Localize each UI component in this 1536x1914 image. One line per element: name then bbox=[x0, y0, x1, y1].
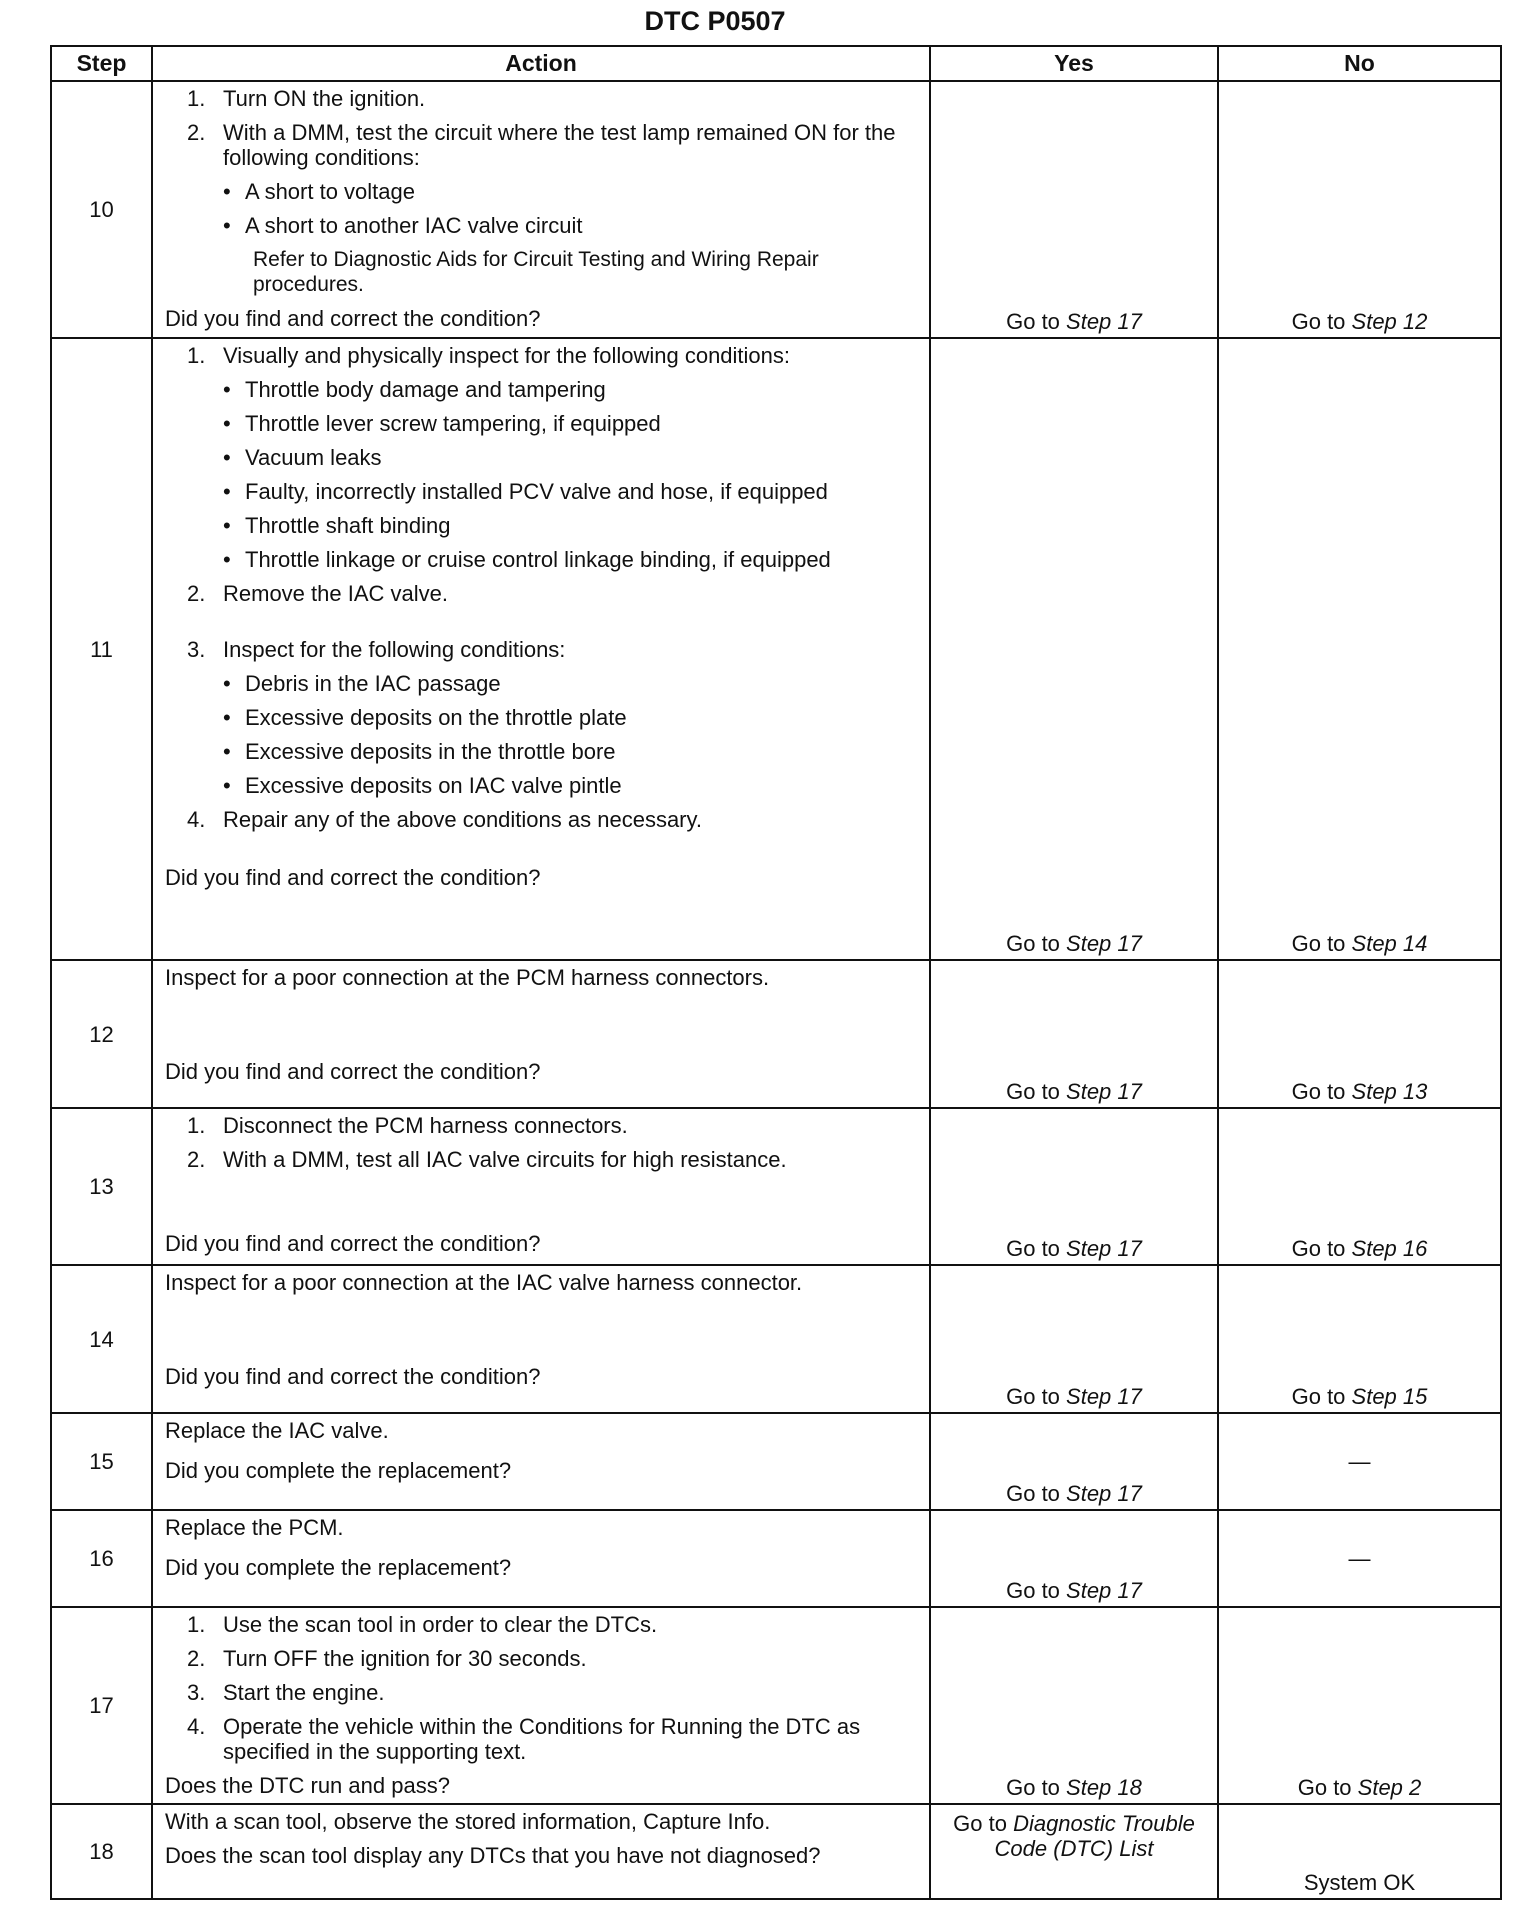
item-number: 2. bbox=[187, 1147, 206, 1172]
yes-result bbox=[930, 1510, 1218, 1607]
table-row bbox=[51, 81, 1501, 338]
item-number: 2. bbox=[187, 120, 206, 145]
no-step-link[interactable]: Step 13 bbox=[1351, 1079, 1428, 1104]
action-cell bbox=[152, 1413, 930, 1510]
question-text: Does the DTC run and pass? bbox=[165, 1773, 450, 1798]
numbered-item bbox=[187, 1714, 921, 1764]
yes-result bbox=[930, 1413, 1218, 1510]
bullet-item bbox=[223, 705, 921, 730]
table-row bbox=[51, 1108, 1501, 1265]
no-result: System OK bbox=[1218, 1804, 1501, 1899]
action-text: With a scan tool, observe the stored information, Capture Info. bbox=[165, 1809, 771, 1834]
step-number: 13 bbox=[51, 1108, 152, 1265]
item-text: Throttle shaft binding bbox=[245, 513, 451, 538]
step-number: 15 bbox=[51, 1413, 152, 1510]
item-text: Throttle body damage and tampering bbox=[245, 377, 606, 402]
yes-result bbox=[930, 1607, 1218, 1804]
step-number: 10 bbox=[51, 81, 152, 338]
question-text: Does the scan tool display any DTCs that you have not diagnosed? bbox=[165, 1843, 821, 1868]
question-text: Did you find and correct the condition? bbox=[165, 865, 541, 890]
yes-goto: Go to Step 17 bbox=[1006, 1079, 1142, 1104]
question-text: Did you complete the replacement? bbox=[165, 1458, 512, 1483]
item-text: With a DMM, test all IAC valve circuits for high resistance. bbox=[223, 1147, 787, 1172]
step-number: 12 bbox=[51, 960, 152, 1108]
bullet-dot: • bbox=[223, 705, 231, 730]
item-text: Operate the vehicle within the Conditions for Running the DTC as specified in the supporting text. bbox=[223, 1714, 861, 1764]
question-text: Did you complete the replacement? bbox=[165, 1555, 512, 1580]
diagnostic-table bbox=[50, 45, 1502, 1900]
bullet-item bbox=[223, 739, 921, 764]
item-text: Start the engine. bbox=[223, 1680, 385, 1705]
no-goto: Go to Step 13 bbox=[1291, 1079, 1428, 1104]
numbered-item bbox=[187, 637, 921, 662]
item-text: Throttle lever screw tampering, if equipped bbox=[245, 411, 661, 436]
bullet-dot: • bbox=[223, 513, 231, 538]
yes-result bbox=[930, 1804, 1218, 1899]
question-text: Did you find and correct the condition? bbox=[165, 1059, 541, 1084]
item-text: A short to another IAC valve circuit bbox=[245, 213, 583, 238]
bullet-item bbox=[223, 671, 921, 696]
table-row bbox=[51, 960, 1501, 1108]
question-text: Did you find and correct the condition? bbox=[165, 306, 541, 331]
action-cell bbox=[152, 1108, 930, 1265]
bullet-dot: • bbox=[223, 773, 231, 798]
bullet-dot: • bbox=[223, 547, 231, 572]
table-row bbox=[51, 1265, 1501, 1413]
bullet-dot: • bbox=[223, 377, 231, 402]
header-action: Action bbox=[152, 46, 930, 81]
yes-goto: Go to Diagnostic Trouble Code (DTC) List bbox=[953, 1811, 1195, 1861]
no-step-link[interactable]: Step 15 bbox=[1351, 1384, 1428, 1409]
numbered-item bbox=[187, 86, 921, 111]
numbered-item bbox=[187, 1612, 921, 1637]
header-step: Step bbox=[51, 46, 152, 81]
yes-step-link[interactable]: Step 17 bbox=[1066, 1079, 1142, 1104]
bullet-item bbox=[223, 479, 921, 504]
spacer bbox=[165, 1181, 921, 1231]
yes-step-link[interactable]: Step 17 bbox=[1066, 1384, 1142, 1409]
bullet-item bbox=[223, 411, 921, 436]
bullet-item bbox=[223, 445, 921, 470]
action-cell bbox=[152, 960, 930, 1108]
item-text: Faulty, incorrectly installed PCV valve and hose, if equipped bbox=[245, 479, 828, 504]
bullet-dot: • bbox=[223, 739, 231, 764]
no-goto: Go to Step 2 bbox=[1297, 1775, 1422, 1800]
header-yes: Yes bbox=[930, 46, 1218, 81]
yes-step-link[interactable]: Step 17 bbox=[1066, 931, 1142, 956]
bullet-dot: • bbox=[223, 479, 231, 504]
action-cell bbox=[152, 1265, 930, 1413]
yes-step-link[interactable]: Step 17 bbox=[1066, 309, 1142, 334]
action-text: Replace the IAC valve. bbox=[165, 1418, 389, 1443]
item-text: Debris in the IAC passage bbox=[245, 671, 501, 696]
yes-goto: Go to Step 17 bbox=[1006, 1481, 1142, 1506]
table-row bbox=[51, 1413, 1501, 1510]
bullet-item bbox=[223, 513, 921, 538]
action-text: Replace the PCM. bbox=[165, 1515, 344, 1540]
yes-result bbox=[930, 1265, 1218, 1413]
yes-goto: Go to Step 18 bbox=[1006, 1775, 1142, 1800]
bullet-item bbox=[223, 773, 921, 798]
yes-goto: Go to Step 17 bbox=[1006, 931, 1142, 956]
no-goto: Go to Step 15 bbox=[1291, 1384, 1428, 1409]
header-no: No bbox=[1218, 46, 1501, 81]
item-text: Use the scan tool in order to clear the DTCs. bbox=[223, 1612, 658, 1637]
yes-result bbox=[930, 81, 1218, 338]
no-step-link[interactable]: Step 14 bbox=[1351, 931, 1428, 956]
item-text: Inspect for the following conditions: bbox=[223, 637, 566, 662]
item-number: 2. bbox=[187, 1646, 206, 1671]
numbered-item bbox=[187, 343, 921, 368]
step-number: 16 bbox=[51, 1510, 152, 1607]
yes-result bbox=[930, 960, 1218, 1108]
item-number: 3. bbox=[187, 637, 206, 662]
table-body bbox=[51, 81, 1501, 1899]
no-result bbox=[1218, 81, 1501, 338]
yes-goto: Go to Step 17 bbox=[1006, 1578, 1142, 1603]
table-row bbox=[51, 1804, 1501, 1899]
item-text: Excessive deposits on IAC valve pintle bbox=[245, 773, 622, 798]
yes-step-link[interactable]: Step 17 bbox=[1066, 1481, 1142, 1506]
bullet-item bbox=[223, 213, 921, 238]
item-text: Disconnect the PCM harness connectors. bbox=[223, 1113, 628, 1138]
item-text: Turn OFF the ignition for 30 seconds. bbox=[223, 1646, 587, 1671]
item-number: 1. bbox=[187, 86, 206, 111]
action-cell bbox=[152, 338, 930, 960]
item-text: Vacuum leaks bbox=[245, 445, 382, 470]
bullet-item bbox=[223, 377, 921, 402]
item-number: 2. bbox=[187, 581, 206, 606]
yes-goto: Go to Step 17 bbox=[1006, 1236, 1142, 1261]
step-number: 18 bbox=[51, 1804, 152, 1899]
numbered-item bbox=[187, 807, 921, 832]
step-number: 17 bbox=[51, 1607, 152, 1804]
numbered-item bbox=[187, 1147, 921, 1172]
item-text: Excessive deposits on the throttle plate bbox=[245, 705, 627, 730]
yes-result bbox=[930, 338, 1218, 960]
numbered-item bbox=[187, 120, 921, 170]
bullet-item bbox=[223, 179, 921, 204]
question-text: Did you find and correct the condition? bbox=[165, 1364, 541, 1389]
no-step-link[interactable]: Step 12 bbox=[1351, 309, 1428, 334]
spacer bbox=[165, 615, 921, 637]
table-header-row bbox=[51, 46, 1501, 81]
item-number: 3. bbox=[187, 1680, 206, 1705]
item-text: Remove the IAC valve. bbox=[223, 581, 448, 606]
step-number: 11 bbox=[51, 338, 152, 960]
no-result bbox=[1218, 338, 1501, 960]
bullet-dot: • bbox=[223, 213, 231, 238]
yes-result bbox=[930, 1108, 1218, 1265]
item-text: Turn ON the ignition. bbox=[223, 86, 426, 111]
action-cell bbox=[152, 1510, 930, 1607]
action-text: Inspect for a poor connection at the PCM harness connectors. bbox=[165, 965, 770, 990]
yes-step-link[interactable]: Step 18 bbox=[1066, 1775, 1142, 1800]
yes-step-link[interactable]: Step 17 bbox=[1066, 1578, 1142, 1603]
no-goto: Go to Step 16 bbox=[1291, 1236, 1428, 1261]
action-cell bbox=[152, 1607, 930, 1804]
bullet-dot: • bbox=[223, 445, 231, 470]
item-text: Excessive deposits in the throttle bore bbox=[245, 739, 616, 764]
item-number: 1. bbox=[187, 1113, 206, 1138]
spacer bbox=[165, 1304, 921, 1364]
bullet-dot: • bbox=[223, 411, 231, 436]
step-number: 14 bbox=[51, 1265, 152, 1413]
no-goto: Go to Step 12 bbox=[1291, 309, 1428, 334]
item-text: Throttle linkage or cruise control linkage binding, if equipped bbox=[245, 547, 831, 572]
numbered-item bbox=[187, 1113, 921, 1138]
no-result bbox=[1218, 960, 1501, 1108]
no-step-link[interactable]: Step 2 bbox=[1357, 1775, 1422, 1800]
no-step-link[interactable]: Step 16 bbox=[1351, 1236, 1428, 1261]
bullet-dot: • bbox=[223, 179, 231, 204]
no-result bbox=[1218, 1607, 1501, 1804]
table-row bbox=[51, 1607, 1501, 1804]
yes-goto: Go to Step 17 bbox=[1006, 1384, 1142, 1409]
action-cell bbox=[152, 81, 930, 338]
spacer bbox=[165, 999, 921, 1059]
no-result bbox=[1218, 1108, 1501, 1265]
no-goto: Go to Step 14 bbox=[1291, 931, 1428, 956]
numbered-item bbox=[187, 581, 921, 606]
page-title: DTC P0507 bbox=[644, 6, 786, 36]
item-number: 4. bbox=[187, 1714, 206, 1739]
numbered-item bbox=[187, 1646, 921, 1671]
yes-goto: Go to Step 17 bbox=[1006, 309, 1142, 334]
item-text: Visually and physically inspect for the following conditions: bbox=[223, 343, 791, 368]
spacer bbox=[165, 841, 921, 865]
table-row bbox=[51, 1510, 1501, 1607]
bullet-dot: • bbox=[223, 671, 231, 696]
action-cell bbox=[152, 1804, 930, 1899]
yes-step-link[interactable]: Step 17 bbox=[1066, 1236, 1142, 1261]
yes-step-link[interactable]: Diagnostic Trouble Code (DTC) List bbox=[994, 1811, 1195, 1861]
item-number: 1. bbox=[187, 343, 206, 368]
item-number: 1. bbox=[187, 1612, 206, 1637]
bullet-item bbox=[223, 547, 921, 572]
numbered-item bbox=[187, 1680, 921, 1705]
no-result-dash: — bbox=[1218, 1510, 1501, 1607]
item-number: 4. bbox=[187, 807, 206, 832]
question-text: Did you find and correct the condition? bbox=[165, 1231, 541, 1256]
item-text: With a DMM, test the circuit where the test lamp remained ON for the following conditions: bbox=[223, 120, 896, 170]
table-row bbox=[51, 338, 1501, 960]
item-text: A short to voltage bbox=[245, 179, 415, 204]
no-result-dash: — bbox=[1218, 1413, 1501, 1510]
item-text: Repair any of the above conditions as necessary. bbox=[223, 807, 702, 832]
no-result bbox=[1218, 1265, 1501, 1413]
action-text: Inspect for a poor connection at the IAC valve harness connector. bbox=[165, 1270, 803, 1295]
note-text: Refer to Diagnostic Aids for Circuit Testing and Wiring Repair procedures. bbox=[253, 248, 819, 296]
